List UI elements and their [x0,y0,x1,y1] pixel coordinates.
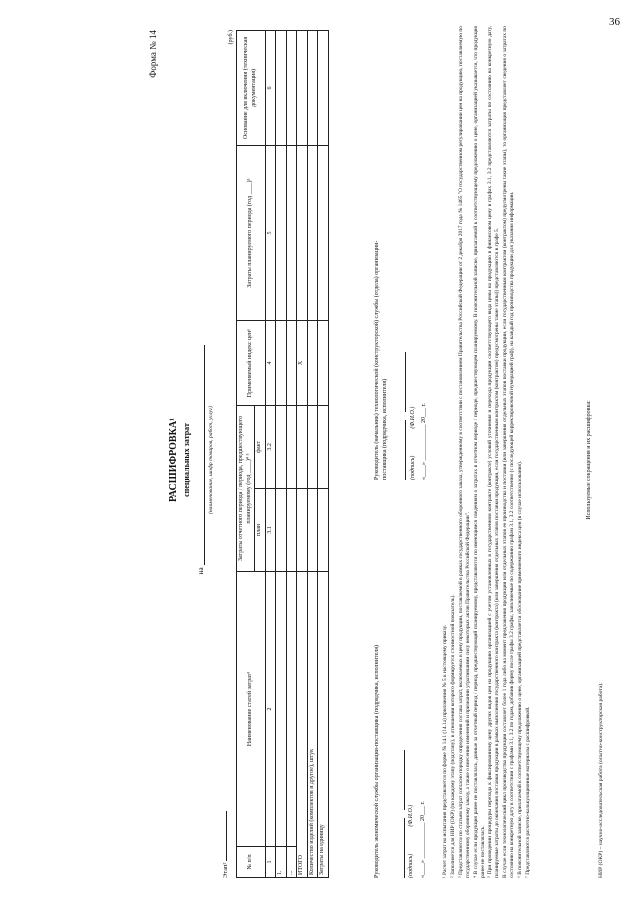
row-num: 1. [276,847,287,878]
table-colnum-row [265,31,276,878]
table-cell [286,31,297,146]
colnum-6: 6 [265,31,276,146]
abbreviations-title: Используемые сокращения и их расшифровка: [586,400,592,520]
table-row [276,31,287,878]
header-fact: факт [255,406,266,489]
stage-line [220,811,230,878]
page-number: 36 [609,16,620,28]
header-index: Применяемый индекс цен⁶ [237,321,266,406]
footnote: ¹ Расчет затрат на испытания представляется по форме № 14.1 (14.1а) приложения № 5 к настоящему приказу. [442,625,448,878]
table-cell [286,406,297,489]
signature-captions [410,220,418,480]
signer-role: Руководитель экономической службы организации-поставщика (подрядчика, исполнителя) [374,645,380,878]
abbreviation-item: НИР (ОКР) – научно-исследовательская работа (опытно-конструкторская работа). [598,682,604,878]
footnotes [442,26,533,878]
table-row-total [297,31,308,878]
table-cell [276,321,287,406]
footnote: ³ Представляются по статьям затрат согласно порядку определения состава затрат, включаемых в цену продукции, поставляемой в рамках государственного оборонного заказа, утвержденному в соответствии с постановлением Правительства Российской Федерации от 2 декабря 2017 года № 1465 "О государственном регулировании цен на продукцию, поставляемую по государственному оборонному заказу, а также о внесении изменений и признании утратившими силу некоторых актов Правительства Российской Федерации". [457,26,471,878]
qty-label: Количество изделий (комплектов и другое), штук [307,572,318,878]
sign-caption: (подпись) [409,455,416,480]
table-cell [286,146,297,321]
header-name: Наименование статей затрат³ [237,572,266,847]
document-title: РАСШИФРОВКА¹ [168,417,179,503]
subject-caption: (наименование, шифр товаров, работ, услуг) [208,406,214,514]
table-cell [276,572,287,847]
colnum-4: 4 [265,321,276,406]
table-cell [297,146,308,321]
footnote: ⁴ В случае если продукция ранее не поставлялась, данные за отчетный период / период, предшествующий планируемому, представляются по имеющимся сведениям о затратах в отчетном периоде / периоде, предшествующем планируемому. В пояснительной записке, прилагаемой к соответствующему предложению о цене, организацией указывается, что продукция ранее не поставлялась. [472,26,486,878]
table-cell [297,31,308,146]
table-cell [318,406,329,489]
table-row-per-unit [318,31,329,878]
form-label: Форма № 14 [148,30,158,78]
table-cell [307,321,318,406]
table-header-row [237,31,255,878]
signature-captions [408,618,416,878]
footnote: ⁷ Представляются расчетно-калькуляционные материалы с расшифровкой. [524,706,531,878]
header-period: Затраты отчетного периода / периода, предшествующего планируемому (год ____)⁴ ⁵ [237,406,255,572]
date-year: 20 [419,815,426,821]
table-cell [286,572,297,847]
fio-caption: (Ф.И.О.) [409,406,416,429]
signature-technical [374,220,429,480]
x-mark: X [297,321,308,406]
date-suffix: г. [419,801,426,805]
table-cell [307,146,318,321]
table-cell [276,146,287,321]
table-cell [286,488,297,571]
signature-date: «____» ____________ 20___ г. [421,403,427,480]
date-quote: « [421,477,427,480]
sign-blank [399,420,406,480]
sign-caption: (подпись) [408,853,414,878]
date-suffix: г. [421,403,427,407]
footnote: В случае если технологический цикл производства продукции составляет более 1 года либо на момент предложения продукции или отдельных этапов ее производства и поставки (или завершения отдельных этапов поставки продукции, если государственным контрактом (контрактом) предусмотрены такие этапы), то организация представляет сведения о затратах по состоянию на конкретную дату в соответствии с графами 3.1, 3.2 по годам, добавив форму после графы 3.2 графы, заполняемые по содержанию графам 3.1, 3.2 соответственно (с последующей корректировочной нумерацией граф), на каждый год производства продукции для указания информации. [502,26,516,878]
header-planned: Затраты планируемого периода (год ____)⁵ [237,146,266,321]
table-row-qty [307,31,318,878]
costs-table [236,30,329,878]
footnote: ⁶ В пояснительной записке, прилагаемой к соответствующему предложению о цене, организацией представляется обоснование применяемого индекса цен (в случае использования). [517,460,524,878]
signature-date: «____» ____________ 20___ г. [419,801,426,878]
table-cell [318,321,329,406]
stage-label: Этап² [222,862,229,878]
header-num: № п/п [237,847,266,878]
per-unit-label: Затраты на единицу [318,572,329,878]
unit-label: (руб.) [228,30,234,45]
date-quote: « [419,875,426,878]
table-cell [297,406,308,489]
footnote: ² Заполняется для НИР (ОКР) (по каждому этапу (подэтапу), в отношении которого формируется стоимостной показатель). [449,594,456,878]
signature-fields [398,618,409,878]
sign-blank [398,818,405,878]
colnum-1: 1 [265,847,276,878]
table-cell [276,488,287,571]
date-year: 20 [421,417,427,423]
header-plan: план [255,488,266,571]
subject-line [196,20,205,900]
colnum-3-2: 3.2 [265,406,276,489]
table-cell [307,488,318,571]
fio-blank [399,353,406,413]
subject-prefix: на [196,567,205,575]
row-num: ... [286,847,297,878]
signature-fields [399,220,410,480]
signature-economic [374,618,427,878]
form-sheet [138,20,638,900]
document-subtitle: специальных затрат [182,423,191,497]
table-cell [318,488,329,571]
table-cell [297,488,308,571]
table-cell [318,31,329,146]
colnum-5: 5 [265,146,276,321]
table-cell [307,31,318,146]
signer-role: Руководитель (начальник) технологической (конструкторской) службы (отдела) организации-поставщика (подрядчика, исполнителя) [374,240,388,480]
fio-blank [398,751,405,811]
table-cell [286,321,297,406]
stage-blank [220,811,227,861]
subject-blank [196,345,205,565]
table-row [286,31,297,878]
fio-caption: (Ф.И.О.) [408,804,414,827]
total-label: ИТОГО [297,572,308,878]
table-cell [307,406,318,489]
table-cell [276,31,287,146]
table-cell [318,146,329,321]
colnum-2: 2 [265,572,276,847]
table-cell [276,406,287,489]
footnote: ⁵ При проведении процедуры перехода к фиксированному цену других видов цен на продукцию организацией с учетом установленных в государственном контракте (контракте) условий уточнения и перехода продукции соответствующего вида цены на продукцию в финансовом цену в графах 3.1, 3.2 представляются затраты по состоянию на конкретную дату, планируемые затраты до окончания поставки продукции в рамках выполнения государственного контракта (контракта) (или завершения отдельных этапов поставки продукции, если государственным контрактом (контрактом) предусмотрены такие этапы)) представляются в графе 5. [487,26,501,878]
colnum-3-1: 3.1 [265,488,276,571]
header-basis: Основание для включения (техническая документация) [237,31,266,146]
